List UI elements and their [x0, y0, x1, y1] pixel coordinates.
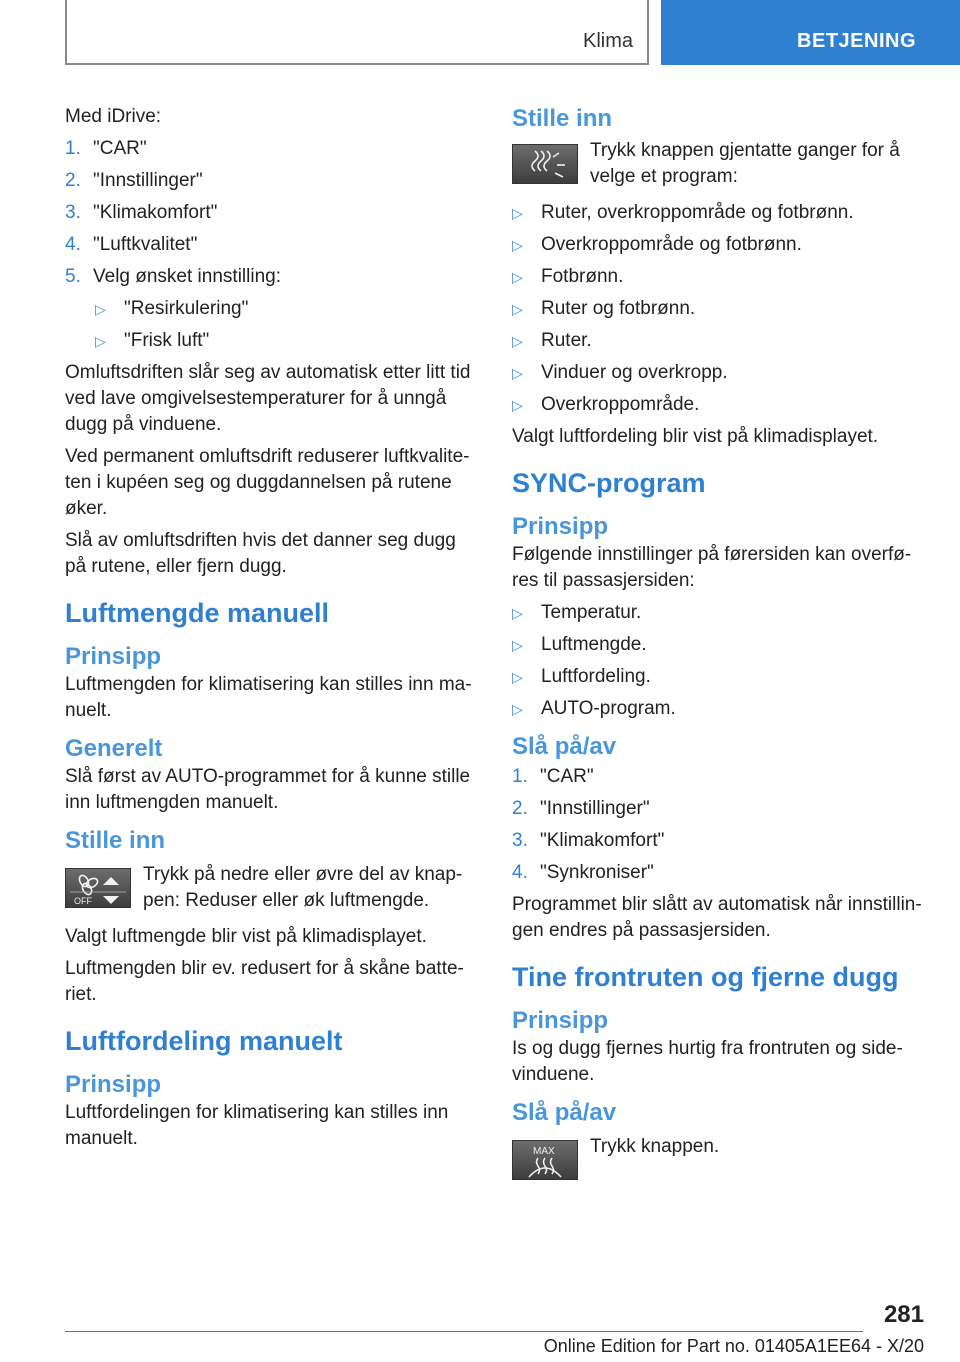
triangle-bullet-icon: ▷ — [95, 301, 106, 317]
triangle-bullet-icon: ▷ — [512, 333, 523, 349]
triangle-bullet-icon: ▷ — [512, 605, 523, 621]
list-item — [512, 600, 924, 626]
list-item — [65, 264, 477, 290]
triangle-bullet-icon: ▷ — [512, 365, 523, 381]
defrost-onoff-heading: Slå på/av — [512, 1099, 617, 1126]
airflow-principle-text: Luftmengden for klimatisering kan stilles inn ma-nuelt. — [65, 674, 472, 721]
airflow-setup-heading: Stille inn — [65, 827, 166, 854]
step-number: 1. — [512, 766, 528, 787]
left-column — [65, 104, 477, 1158]
list-item — [512, 860, 924, 886]
option-text: "Resirkulering" — [124, 298, 249, 319]
list-item — [512, 264, 924, 290]
step-number: 4. — [512, 862, 528, 883]
list-item — [512, 360, 924, 386]
sync-item-text: Temperatur. — [541, 602, 642, 623]
defrost-principle-heading: Prinsipp — [512, 1007, 609, 1034]
list-item — [65, 200, 477, 226]
option-text: "Frisk luft" — [124, 330, 210, 351]
page-number: 281 — [883, 1301, 924, 1328]
recirculation-auto-off-text: Omluftsdriften slår seg av automatisk etter litt tid ved lave omgivelsestemperaturer for å unngå dugg på vinduene. — [65, 362, 471, 435]
sync-steps — [512, 764, 924, 886]
header-section-title: Klima — [582, 30, 633, 52]
defrost-button-row — [512, 1134, 924, 1180]
defrost-button-label: MAX — [533, 1146, 555, 1157]
step-number: 5. — [65, 266, 81, 287]
triangle-bullet-icon: ▷ — [95, 333, 106, 349]
idrive-intro: Med iDrive: — [65, 106, 162, 127]
airflow-general-text: Slå først av AUTO-programmet for å kunne stille inn luftmengden manuelt. — [65, 766, 471, 813]
program-text: Ruter og fotbrønn. — [541, 298, 696, 319]
recirculation-permanent-text: Ved permanent omluftsdrift reduserer luftkvalite-ten i kupéen seg og duggdannelsen på rutene øker. — [65, 446, 470, 519]
distribution-setup-text: Trykk knappen gjentatte ganger for å velge et program: — [590, 140, 900, 187]
sync-item-text: Luftfordeling. — [541, 666, 651, 687]
airflow-setup-text: Trykk på nedre eller øvre del av knap-pen: Reduser eller øk luftmengde. — [143, 864, 463, 911]
step-text: "Innstillinger" — [540, 798, 650, 819]
step-number: 2. — [512, 798, 528, 819]
sync-item-text: AUTO-program. — [541, 698, 676, 719]
sync-principle-text: Følgende innstillinger på førersiden kan overfø-res til passasjersiden: — [512, 544, 912, 591]
list-item — [65, 168, 477, 194]
airflow-battery-note: Luftmengden blir ev. redusert for å skåne batte-riet. — [65, 958, 464, 1005]
right-column — [512, 104, 924, 1190]
air-distribution-button-icon — [512, 144, 578, 184]
list-item — [512, 232, 924, 258]
footer-edition: Online Edition for Part no. 01405A1EE64 - X/20 — [543, 1336, 924, 1356]
airflow-general-heading: Generelt — [65, 735, 163, 762]
list-item — [512, 764, 924, 790]
triangle-bullet-icon: ▷ — [512, 701, 523, 717]
triangle-bullet-icon: ▷ — [512, 301, 523, 317]
distribution-programs — [512, 200, 924, 418]
distribution-title: Luftfordeling manuelt — [65, 1026, 343, 1056]
program-text: Ruter. — [541, 330, 592, 351]
airflow-display-note: Valgt luftmengde blir vist på klimadisplayet. — [65, 926, 427, 947]
step-text: "Synkroniser" — [540, 862, 654, 883]
list-item — [512, 392, 924, 418]
sync-items — [512, 600, 924, 722]
distribution-principle-text: Luftfordelingen for klimatisering kan stilles inn manuelt. — [65, 1102, 449, 1149]
airflow-principle-heading: Prinsipp — [65, 643, 162, 670]
defrost-principle-text: Is og dugg fjernes hurtig fra frontruten og side-vinduene. — [512, 1038, 903, 1085]
step-number: 1. — [65, 138, 81, 159]
distribution-setup-heading: Stille inn — [512, 105, 613, 132]
step-text: "Klimakomfort" — [93, 202, 218, 223]
list-item — [512, 296, 924, 322]
recirculation-fog-text: Slå av omluftsdriften hvis det danner seg dugg på rutene, eller fjern dugg. — [65, 530, 456, 577]
sync-principle-heading: Prinsipp — [512, 513, 609, 540]
list-item — [65, 232, 477, 258]
program-text: Ruter, overkroppområde og fotbrønn. — [541, 202, 854, 223]
triangle-bullet-icon: ▷ — [512, 397, 523, 413]
header-chapter-label: BETJENING — [797, 30, 916, 52]
max-defrost-button-icon — [512, 1140, 578, 1180]
step-number: 4. — [65, 234, 81, 255]
defrost-button-text: Trykk knappen. — [590, 1136, 720, 1157]
program-text: Overkroppområde. — [541, 394, 700, 415]
program-text: Vinduer og overkropp. — [541, 362, 728, 383]
recirculation-options — [95, 296, 477, 354]
program-text: Overkroppområde og fotbrønn. — [541, 234, 802, 255]
list-item — [512, 664, 924, 690]
list-item — [512, 828, 924, 854]
distribution-display-note: Valgt luftfordeling blir vist på klimadisplayet. — [512, 426, 879, 447]
list-item — [65, 136, 477, 162]
fan-button-label: OFF — [74, 896, 92, 906]
step-number: 3. — [65, 202, 81, 223]
airflow-button-row — [65, 862, 477, 914]
step-number: 2. — [65, 170, 81, 191]
list-item — [95, 296, 477, 322]
sync-title: SYNC-program — [512, 468, 706, 498]
sync-onoff-heading: Slå på/av — [512, 733, 617, 760]
footer-divider — [65, 1331, 863, 1332]
idrive-steps — [65, 136, 477, 290]
list-item — [512, 796, 924, 822]
header-section-box — [65, 0, 649, 65]
step-text: "Luftkvalitet" — [93, 234, 198, 255]
list-item — [512, 200, 924, 226]
step-text: "Klimakomfort" — [540, 830, 665, 851]
triangle-bullet-icon: ▷ — [512, 269, 523, 285]
list-item — [512, 696, 924, 722]
list-item — [512, 328, 924, 354]
step-text: "CAR" — [93, 138, 147, 159]
step-text: "CAR" — [540, 766, 594, 787]
triangle-bullet-icon: ▷ — [512, 637, 523, 653]
sync-item-text: Luftmengde. — [541, 634, 647, 655]
fan-button-icon — [65, 868, 131, 908]
triangle-bullet-icon: ▷ — [512, 205, 523, 221]
distribution-principle-heading: Prinsipp — [65, 1071, 162, 1098]
list-item — [95, 328, 477, 354]
triangle-bullet-icon: ▷ — [512, 237, 523, 253]
list-item — [512, 632, 924, 658]
airflow-title: Luftmengde manuell — [65, 598, 330, 628]
program-text: Fotbrønn. — [541, 266, 624, 287]
step-text: Velg ønsket innstilling: — [93, 266, 281, 287]
header-chapter-tab — [661, 0, 960, 65]
step-text: "Innstillinger" — [93, 170, 203, 191]
defrost-title: Tine frontruten og fjerne dugg — [512, 962, 899, 992]
triangle-bullet-icon: ▷ — [512, 669, 523, 685]
step-number: 3. — [512, 830, 528, 851]
distribution-button-row — [512, 138, 924, 190]
sync-note: Programmet blir slått av automatisk når innstillin-gen endres på passasjersiden. — [512, 894, 922, 941]
